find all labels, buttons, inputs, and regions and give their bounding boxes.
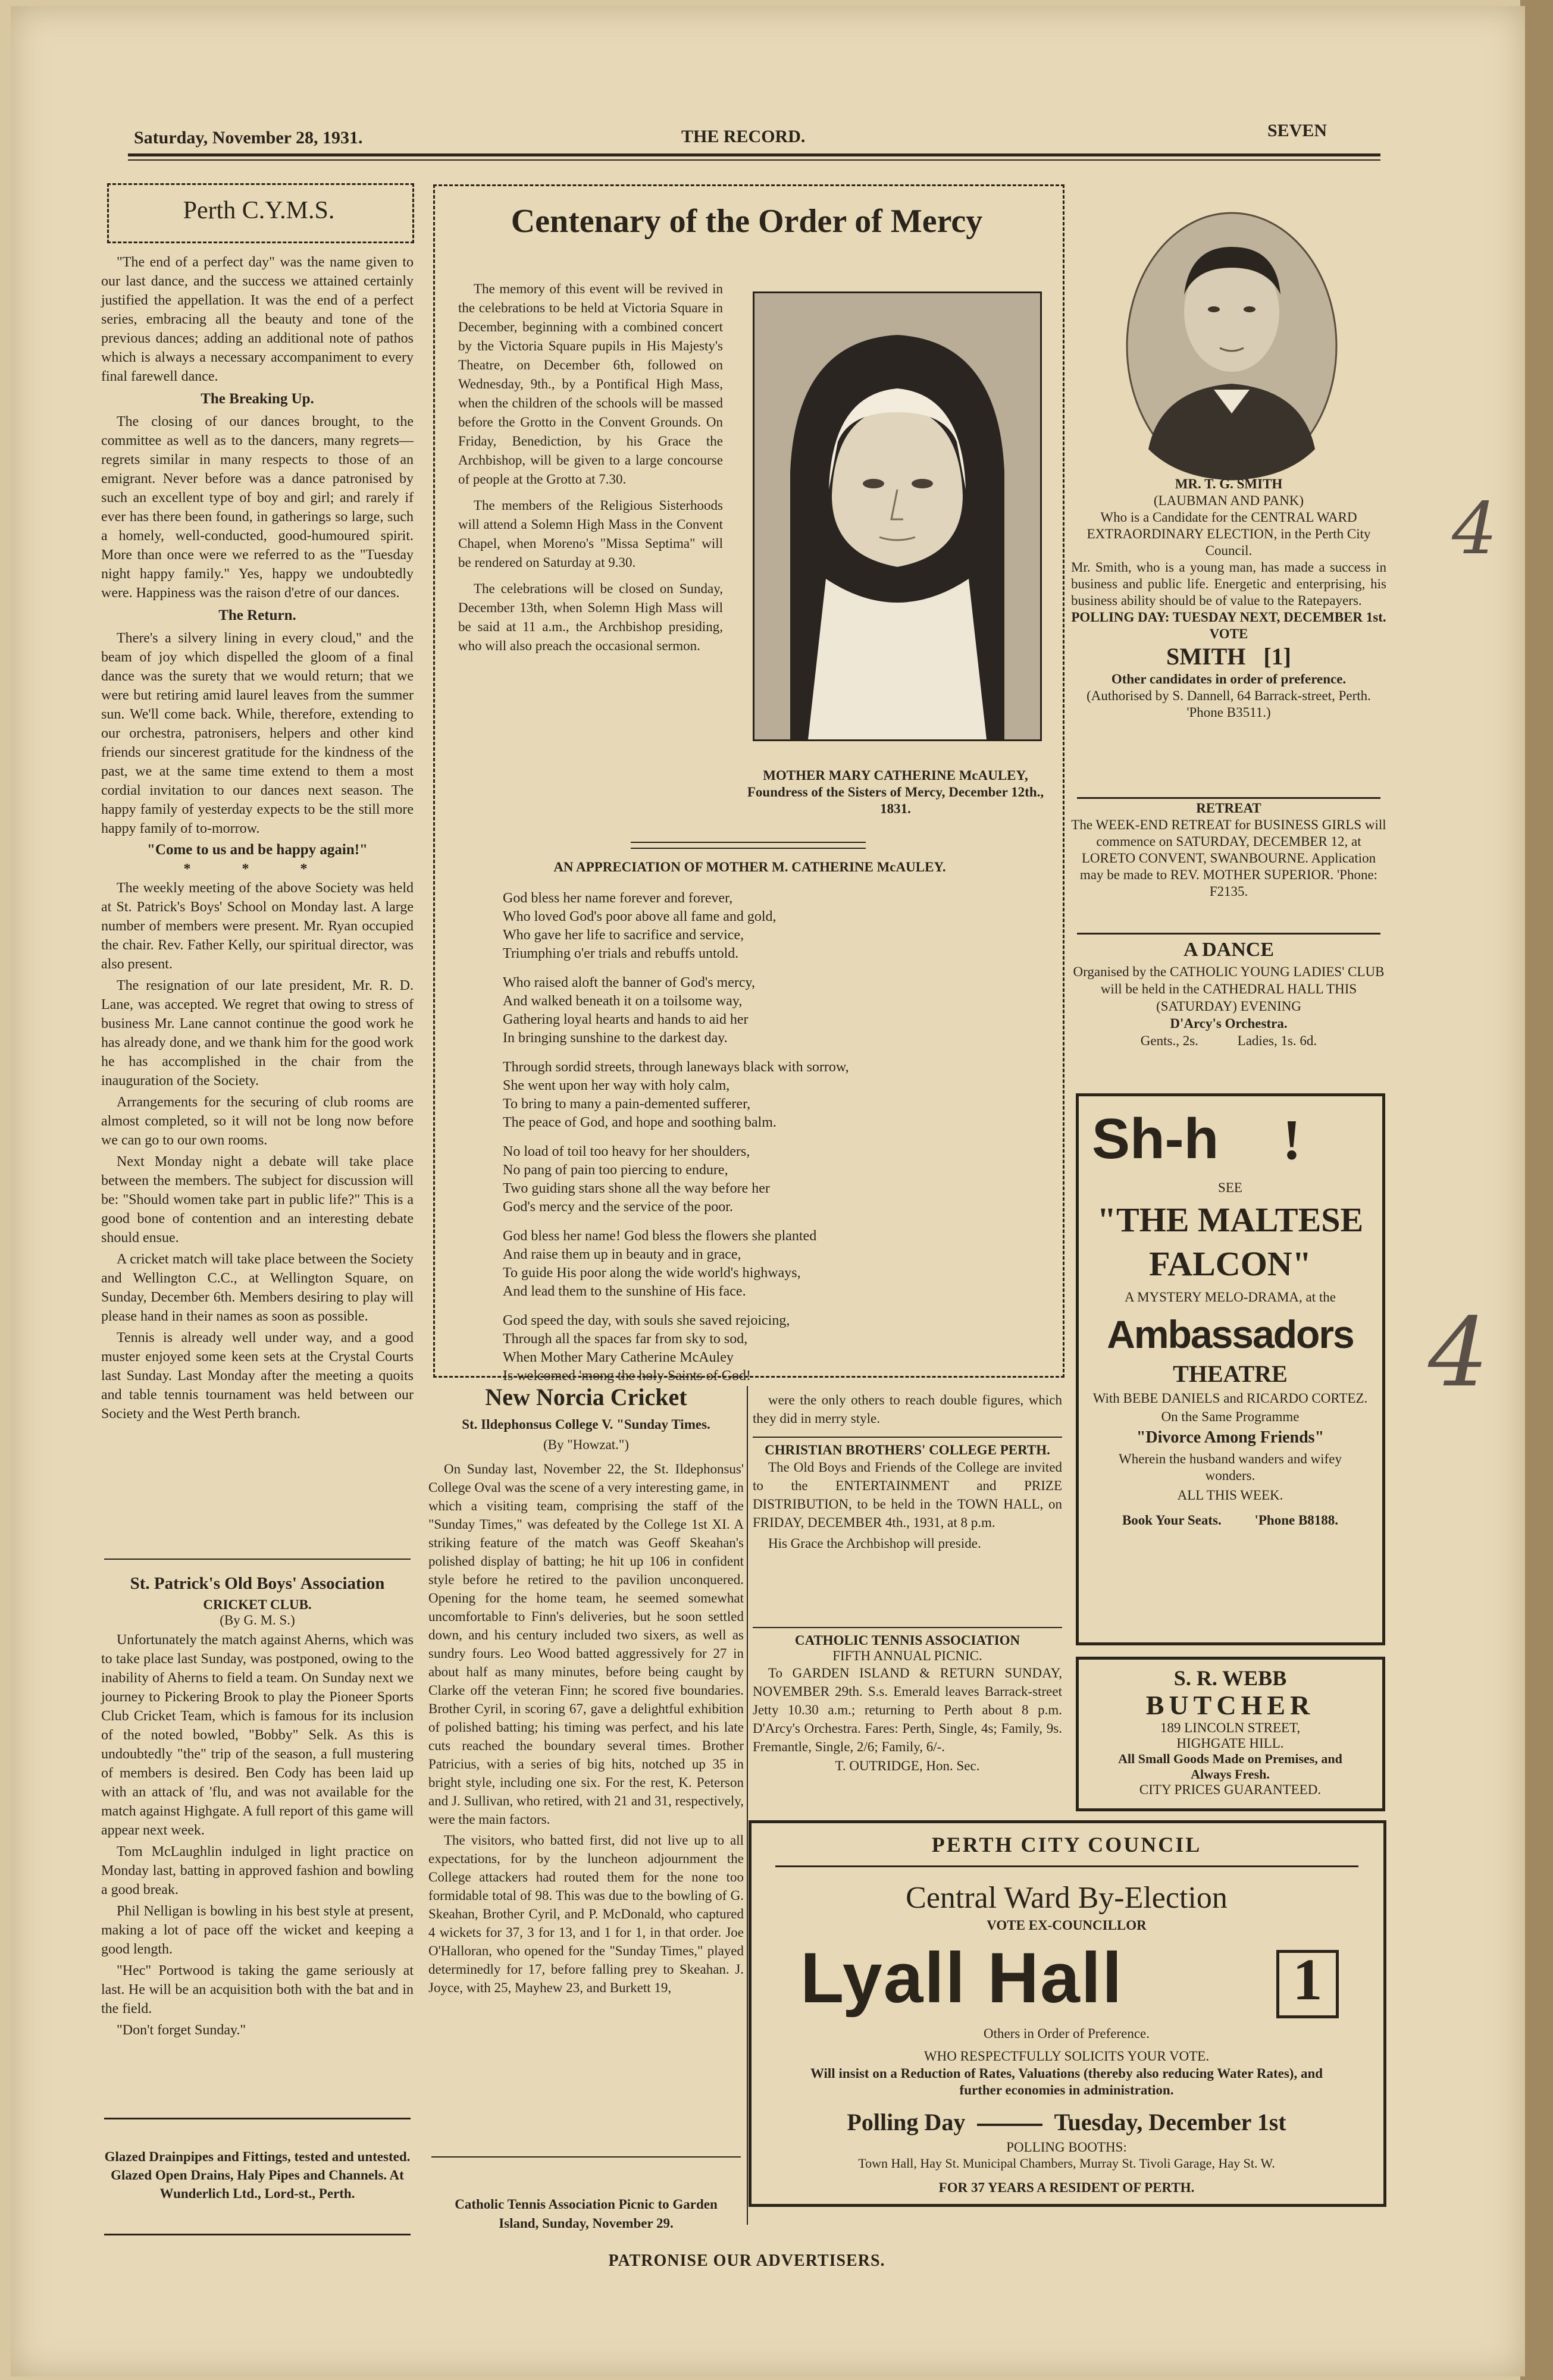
- appreciation-poem: [503, 889, 1026, 1396]
- cyms-title: Perth C.Y.M.S.: [183, 197, 335, 224]
- council-others: Others in Order of Preference.: [983, 2026, 1150, 2041]
- poem-line: Gathering loyal hearts and hands to aid her: [503, 1012, 749, 1027]
- webb-name: S. R. WEBB: [1173, 1666, 1287, 1690]
- council-name: Lyall Hall: [800, 1938, 1123, 2018]
- norcia-p1: On Sunday last, November 22, the St. Ildephonsus' College Oval was the scene of a very interesting game, in which a visiting team, comprising the staff of the "Sunday Times," was defeated by the College 1st XI. A striking feature of the match was Geoff Skeahan's polished display of batting; he hit up 106 in confident style before he retired to the pavilion unconquered. Opening for the home team, he seemed somewhat uncomfortable to Finn's deliveries, but he soon settled down, and his century included two sixers, as well as sundry fours. Leo Wood batted aggressively for 27 in about half as many minutes, before being caught by Clarke off the veteran Finn; he scored five boundaries. Brother Cyril, in scoring 67, gave a delightful exhibition of polished batting; his timing was perfect, and his late cuts reached the boundary several times. Brother Patricius, with a series of big hits, notched up 35 in bright style, including one six. For the rest, K. Peterson and J. Sullivan, who retired, with 21 and 31, respectively, were the main factors.: [428, 1462, 744, 1827]
- council-insist: Will insist on a Reduction of Rates, Valuations (thereby also reducing Water Rates), and further economies in administration.: [810, 2066, 1323, 2097]
- falcon-wherein: Wherein the husband wanders and wifey wonders.: [1119, 1451, 1342, 1483]
- webb-goods: All Small Goods Made on Premises, and Always Fresh.: [1118, 1751, 1342, 1782]
- poem-line: And lead them to the sunshine of His face.: [503, 1284, 746, 1299]
- poem-line: To bring to many a pain-demented sufferer,: [503, 1096, 751, 1112]
- column-rule: [1077, 797, 1380, 799]
- poem-line: In bringing sunshine to the darkest day.: [503, 1030, 728, 1046]
- webb-prices: CITY PRICES GUARANTEED.: [1139, 1782, 1322, 1797]
- cyms-intro: "The end of a perfect day" was the name given to our last dance, and the success we attained certainly justified the appellation. It was the end of a perfect series, embracing all the beauty and tone of the previous dances; adding an additional note of pathos which is always a necessary accompaniment to every final farewell dance.: [101, 255, 414, 384]
- smith-auth: (Authorised by S. Dannell, 64 Barrack-street, Perth. 'Phone B3511.): [1087, 688, 1371, 720]
- smith-p2: Mr. Smith, who is a young man, has made a success in business and public life. Energetic and enterprising, his business ability should be of value to the Ratepayers.: [1071, 560, 1386, 608]
- margin-mark-1: 4: [1452, 488, 1498, 570]
- portrait-caption: [738, 767, 1053, 817]
- norcia-title: New Norcia Cricket: [485, 1384, 687, 1410]
- norcia-p2: The visitors, who batted first, did not live up to all expectations, for by the luncheon adjournment the College attackers had routed them for the none too formidable total of 98. This was due to the bowling of G. Skeahan, Brother Cyril, and P. McDonald, who captured 4 wickets for 37, 3 for 13, and 1 for 1, in that order. Joe O'Halloran, who opened for the "Sunday Times," played determinedly for 17, before falling prey to Skeahan. J. Joyce, with 25, Mayhew 23, and Burkett 19,: [428, 1833, 744, 1995]
- patricks-p1: Unfortunately the match against Aherns, which was to take place last Sunday, was postponed, owing to the inability of Aherns to field a team. On Sunday next we journey to Pickering Brook to play the Pioneer Sports Club Cricket Team, which is famous for its inclusion of the noted bowled, "Bobby" Selk. As this is undoubtedly "the" trip of the season, a full mustering of members is desired. Ben Cody has been laid up with an attack of 'flu, and was not available for the match against Highgate. A full report of this game will appear next week.: [101, 1632, 414, 1838]
- falcon-theatre2: THEATRE: [1173, 1360, 1288, 1387]
- retreat-p1: The WEEK-END RETREAT for BUSINESS GIRLS will commence on SATURDAY, DECEMBER 12, at LORETO CONVENT, SWANBOURNE. Application may be made to REV. MOTHER SUPERIOR. 'Phone: F2135.: [1071, 817, 1386, 899]
- retreat-notice: [1071, 800, 1386, 900]
- falcon-genre: A MYSTERY MELO-DRAMA, at the: [1124, 1290, 1336, 1305]
- poem-stanza: [503, 974, 1026, 1048]
- poem-title: AN APPRECIATION OF MOTHER M. CATHERINE McAULEY.: [553, 860, 946, 874]
- council-booths: POLLING BOOTHS:: [1006, 2140, 1127, 2155]
- poem-line: The peace of God, and hope and soothing balm.: [503, 1115, 776, 1130]
- column-rule: [1077, 933, 1380, 935]
- header-rule-thin: [128, 159, 1380, 161]
- cyms-resignation-text: The resignation of our late president, Mr. R. D. Lane, was accepted. We regret that owing to stress of business Mr. Lane cannot continue the good work he has already done, and we thank him for the good work he has accomplished in the chair from the inauguration of the Society.: [101, 978, 414, 1089]
- council-rule: [775, 1865, 1358, 1867]
- section-stars: * * *: [183, 861, 331, 877]
- falcon-ad: [1080, 1106, 1380, 1528]
- dance-p1: Organised by the CATHOLIC YOUNG LADIES' CLUB will be held in the CATHEDRAL HALL THIS (SATURDAY) EVENING: [1073, 964, 1385, 1014]
- cyms-return-text: There's a silvery lining in every cloud," and the beam of joy which dispelled the gloom of a final dance was the surety that we would return; that we were but retiring amid laurel leaves from the summer sun. We'll come back. While, therefore, extending to our orchestra, patronisers, helpers and other kind friends our sincerest gratitude for the kindness of the past, we at the same time extend to them a most cordial invitation to our dances next season. The happy family of yesterday expects to be the still more happy family of to-morrow.: [101, 631, 414, 836]
- smith-name: MR. T. G. SMITH: [1175, 476, 1283, 491]
- council-title: PERTH CITY COUNCIL: [931, 1833, 1202, 1857]
- council-solicits: WHO RESPECTFULLY SOLICITS YOUR VOTE.: [923, 2049, 1210, 2064]
- poem-stanza: [503, 889, 1026, 963]
- centenary-title: Centenary of the Order of Mercy: [511, 203, 983, 240]
- falcon-shh: Sh-h: [1092, 1107, 1219, 1171]
- poem-stanza: [503, 1058, 1026, 1132]
- smith-big: SMITH: [1166, 643, 1246, 670]
- caption-name: MOTHER MARY CATHERINE McAULEY,: [763, 768, 1028, 783]
- centenary-p1: The memory of this event will be revived in the celebrations to be held at Victoria Square in December, beginning with a combined concert by the Victoria Square pupils in His Majesty's Theatre, on December 6th, followed on Wednesday, 9th., by a Pontifical High Mass, when the children of the schools will be massed before the Grotto in the Convent Grounds. On Friday, Benediction, by his Grace the Archbishop, will be given to a large concourse of people at the Grotto at 7.30.: [458, 281, 723, 487]
- poem-line: No pang of pain too piercing to endure,: [503, 1162, 728, 1178]
- council-one: 1: [1292, 1946, 1323, 2012]
- norcia-continued: [753, 1391, 1062, 1430]
- falcon-title2: FALCON": [1149, 1244, 1311, 1283]
- dance-orchestra: D'Arcy's Orchestra.: [1170, 1016, 1288, 1031]
- poem-line: No load of toil too heavy for her shoulders,: [503, 1144, 750, 1159]
- poem-line: God bless her name! God bless the flowers she planted: [503, 1228, 817, 1244]
- margin-mark-2: 4: [1428, 1297, 1489, 1408]
- poem-line: God's mercy and the service of the poor.: [503, 1199, 733, 1215]
- webb-trade: BUTCHER: [1145, 1690, 1315, 1720]
- picnic-notice: Catholic Tennis Association Picnic to Garden Island, Sunday, November 29.: [455, 2197, 718, 2231]
- falcon-week: ALL THIS WEEK.: [1177, 1488, 1283, 1503]
- column-rule: [753, 1437, 1062, 1438]
- poem-stanza: [503, 1312, 1026, 1385]
- column-rule: [753, 1627, 1062, 1628]
- falcon-phone: 'Phone B8188.: [1254, 1513, 1339, 1528]
- portrait-drawing: [754, 293, 1040, 739]
- tennis-p1: To GARDEN ISLAND & RETURN SUNDAY, NOVEMBER 29th. S.s. Emerald leaves Barrack-street Jetty 10.30 a.m.; returning to Perth about 8 p.m. D'Arcy's Orchestra. Fares: Perth, Single, 4s; Family, 9s. Fremantle, Single, 2/6; Family, 6/-.: [753, 1666, 1062, 1754]
- header-rule: [128, 153, 1380, 156]
- patricks-byline: (By G. M. S.): [220, 1613, 295, 1628]
- council-polling-date: Tuesday, December 1st: [1054, 2109, 1286, 2136]
- council-booth-list: Town Hall, Hay St. Municipal Chambers, Murray St. Tivoli Garage, Hay St. W.: [858, 2156, 1275, 2171]
- cbc-notice: [753, 1443, 1062, 1555]
- smith-vote: VOTE: [1209, 626, 1248, 641]
- book-binding: [1520, 0, 1553, 2380]
- smith-polling: POLLING DAY: TUESDAY NEXT, DECEMBER 1st.: [1071, 610, 1386, 625]
- poem-stanza: [503, 1227, 1026, 1301]
- poem-line: Through all the spaces far from sky to sod,: [503, 1331, 748, 1347]
- tennis-sub: FIFTH ANNUAL PICNIC.: [832, 1648, 982, 1663]
- council-vote: VOTE EX-COUNCILLOR: [987, 1918, 1147, 1933]
- poem-line: Who gave her life to sacrifice and service,: [503, 927, 744, 943]
- smith-other: Other candidates in order of preference.: [1111, 672, 1347, 686]
- poem-line: To guide His poor along the wide world's highways,: [503, 1265, 801, 1281]
- vertical-rule: [747, 1386, 748, 2225]
- cyms-return-quote: "Come to us and be happy again!": [147, 842, 368, 858]
- poem-line: Who loved God's poor above all fame and gold,: [503, 909, 776, 924]
- falcon-book: Book Your Seats.: [1122, 1513, 1222, 1528]
- patricks-article: [101, 1570, 414, 2042]
- poem-line: When Mother Mary Catherine McAuley: [503, 1350, 734, 1365]
- patricks-p3: Phil Nelligan is bowling in his best style at present, making a lot of pace off the wicket and keeping a good length.: [101, 1904, 414, 1957]
- smith-firm: (LAUBMAN AND PANK): [1153, 493, 1304, 508]
- patricks-p2: Tom McLaughlin indulged in light practice on Monday last, batting in approved fashion and bowling a good break.: [101, 1844, 414, 1898]
- patricks-p5: "Don't forget Sunday.": [117, 2022, 246, 2038]
- dance-ladies: Ladies, 1s. 6d.: [1237, 1033, 1317, 1048]
- falcon-with: With BEBE DANIELS and RICARDO CORTEZ.: [1092, 1391, 1368, 1406]
- webb-ad: [1080, 1666, 1380, 1798]
- issue-date: Saturday, November 28, 1931.: [134, 128, 363, 148]
- poem-divider: [631, 842, 866, 843]
- cyms-rooms-text: Arrangements for the securing of club rooms are almost completed, so it will not be long now before we can go to our own rooms.: [101, 1095, 414, 1148]
- council-polling-dash: [977, 2124, 1042, 2126]
- tennis-sign: T. OUTRIDGE, Hon. Sec.: [835, 1758, 980, 1773]
- centenary-article: [458, 280, 723, 658]
- patricks-sub: CRICKET CLUB.: [203, 1597, 312, 1612]
- poem-line: Is welcomed 'mong the holy Saints of God!: [503, 1368, 751, 1384]
- falcon-divorce: "Divorce Among Friends": [1136, 1428, 1325, 1447]
- norcia-byline: (By "Howzat."): [543, 1437, 629, 1452]
- poem-line: God bless her name forever and forever,: [503, 890, 733, 906]
- smith-photo: [1125, 211, 1339, 482]
- council-election: Central Ward By-Election: [906, 1881, 1228, 1915]
- poem-line: Through sordid streets, through laneways black with sorrow,: [503, 1059, 849, 1075]
- norcia-sub: St. Ildephonsus College V. "Sunday Times.: [462, 1417, 710, 1432]
- patronise-footer: PATRONISE OUR ADVERTISERS.: [608, 2252, 885, 2270]
- cbc-p2: His Grace the Archbishop will preside.: [768, 1536, 981, 1551]
- cyms-breaking-heading: The Breaking Up.: [201, 391, 314, 407]
- norcia-p3: were the only others to reach double figures, which they did in merry style.: [753, 1393, 1062, 1426]
- dance-gents: Gents., 2s.: [1140, 1033, 1198, 1048]
- cyms-return-heading: The Return.: [218, 607, 296, 623]
- poem-line: Who raised aloft the banner of God's mercy,: [503, 975, 755, 990]
- council-polling-label: Polling Day: [847, 2109, 966, 2136]
- poem-stanza: [503, 1143, 1026, 1216]
- webb-addr2: HIGHGATE HILL.: [1176, 1736, 1284, 1751]
- cyms-cricket-text: A cricket match will take place between the Society and Wellington C.C., at Wellington Square, on Sunday, December 6th. Members desiring to play will please hand in their names as soon as possible.: [101, 1252, 414, 1324]
- centenary-p3: The celebrations will be closed on Sunday, December 13th, when Solemn High Mass will be said at 11 a.m., the Archbishop presiding, who will also preach the occasional sermon.: [458, 581, 723, 653]
- webb-addr1: 189 LINCOLN STREET,: [1160, 1720, 1301, 1735]
- centenary-p2: The members of the Religious Sisterhoods will attend a Solemn High Mass in the Convent Chapel, when Moreno's "Missa Septima" will be rendered on Saturday at 9.30.: [458, 498, 723, 570]
- page-number: SEVEN: [1267, 121, 1327, 140]
- poem-line: God speed the day, with souls she saved rejoicing,: [503, 1313, 790, 1328]
- dance-notice: [1071, 937, 1386, 1049]
- poem-line: She went upon her way with holy calm,: [503, 1078, 730, 1093]
- smith-p1: Who is a Candidate for the CENTRAL WARD EXTRAORDINARY ELECTION, in the Perth City Council.: [1087, 510, 1371, 558]
- poem-line: Two guiding stars shone all the way before her: [503, 1181, 770, 1196]
- patricks-title: St. Patrick's Old Boys' Association: [130, 1574, 385, 1593]
- norcia-article: [428, 1383, 744, 1999]
- council-resident: FOR 37 YEARS A RESIDENT OF PERTH.: [938, 2180, 1195, 2195]
- drainpipes-ad: Glazed Drainpipes and Fittings, tested and untested. Glazed Open Drains, Haly Pipes and Channels. At Wunderlich Ltd., Lord-st., Perth.: [104, 2149, 411, 2201]
- column-rule: [431, 2156, 741, 2158]
- cyms-breaking-text: The closing of our dances brought, to the committee as well as to the dancers, many regrets—regrets similar in many respects to those of an emigrant. Never before was a dance patronised by such an excellent type of boy and girl; and rarely if ever has there been found, in gatherings so large, such a homely, well-conducted, good-humoured spirit. More than once were we referred to as the "Tuesday night happy family." Yes, happy we undoubtedly were. Happiness was the raison d'etre of our dances.: [101, 414, 414, 601]
- tennis-notice: [753, 1633, 1062, 1774]
- falcon-see: SEE: [1218, 1180, 1242, 1195]
- patricks-p4: "Hec" Portwood is taking the game seriously at last. He will be an acquisition both with the bat and in the field.: [101, 1963, 414, 2017]
- column-rule: [104, 2118, 411, 2119]
- column-rule: [104, 2234, 411, 2235]
- poem-line: And walked beneath it on a toilsome way,: [503, 993, 743, 1009]
- council-ad: [753, 1832, 1380, 2196]
- poem-line: And raise them up in beauty and in grace,: [503, 1247, 741, 1262]
- column-rule: [104, 1559, 411, 1560]
- cbc-title: CHRISTIAN BROTHERS' COLLEGE PERTH.: [765, 1443, 1050, 1457]
- falcon-title1: "THE MALTESE: [1097, 1200, 1364, 1239]
- cyms-tennis-text: Tennis is already well under way, and a good muster enjoyed some keen sets at the Crystal Courts last Sunday. Last Monday after the meeting a quoits and table tennis tournament was held between our Society and the West Perth branch.: [101, 1330, 414, 1422]
- smith-portrait: [1125, 211, 1339, 482]
- dance-title: A DANCE: [1183, 939, 1275, 961]
- cbc-p1: The Old Boys and Friends of the College are invited to the ENTERTAINMENT and PRIZE DISTRIBUTION, to be held in the TOWN HALL, on FRIDAY, DECEMBER 4th., 1931, at 8 p.m.: [753, 1460, 1062, 1530]
- tennis-title: CATHOLIC TENNIS ASSOCIATION: [794, 1633, 1020, 1648]
- cyms-debate-text: Next Monday night a debate will take place between the members. The subject for discussion will be: "Should women take part in public life?" This is a good bone of contention and an interesting debate should ensue.: [101, 1154, 414, 1246]
- mother-catherine-portrait: [753, 291, 1042, 741]
- retreat-title: RETREAT: [1196, 801, 1261, 816]
- falcon-bang: !: [1282, 1108, 1301, 1171]
- poem-line: Triumphing o'er trials and rebuffs untold.: [503, 946, 739, 961]
- poem-divider-thin: [631, 848, 866, 849]
- falcon-same: On the Same Programme: [1161, 1409, 1300, 1424]
- smith-ad: [1071, 476, 1386, 721]
- cyms-meeting-text: The weekly meeting of the above Society was held at St. Patrick's Boys' School on Monday last. A large number of members were present. Mr. Ryan occupied the chair. Rev. Father Kelly, our spiritual director, was also present.: [101, 880, 414, 972]
- paper-name: THE RECORD.: [681, 127, 806, 146]
- smith-one: [1]: [1263, 643, 1291, 670]
- cyms-article: [101, 253, 414, 1426]
- caption-detail: Foundress of the Sisters of Mercy, December 12th., 1831.: [747, 785, 1044, 816]
- falcon-theatre: Ambassadors: [1107, 1312, 1354, 1356]
